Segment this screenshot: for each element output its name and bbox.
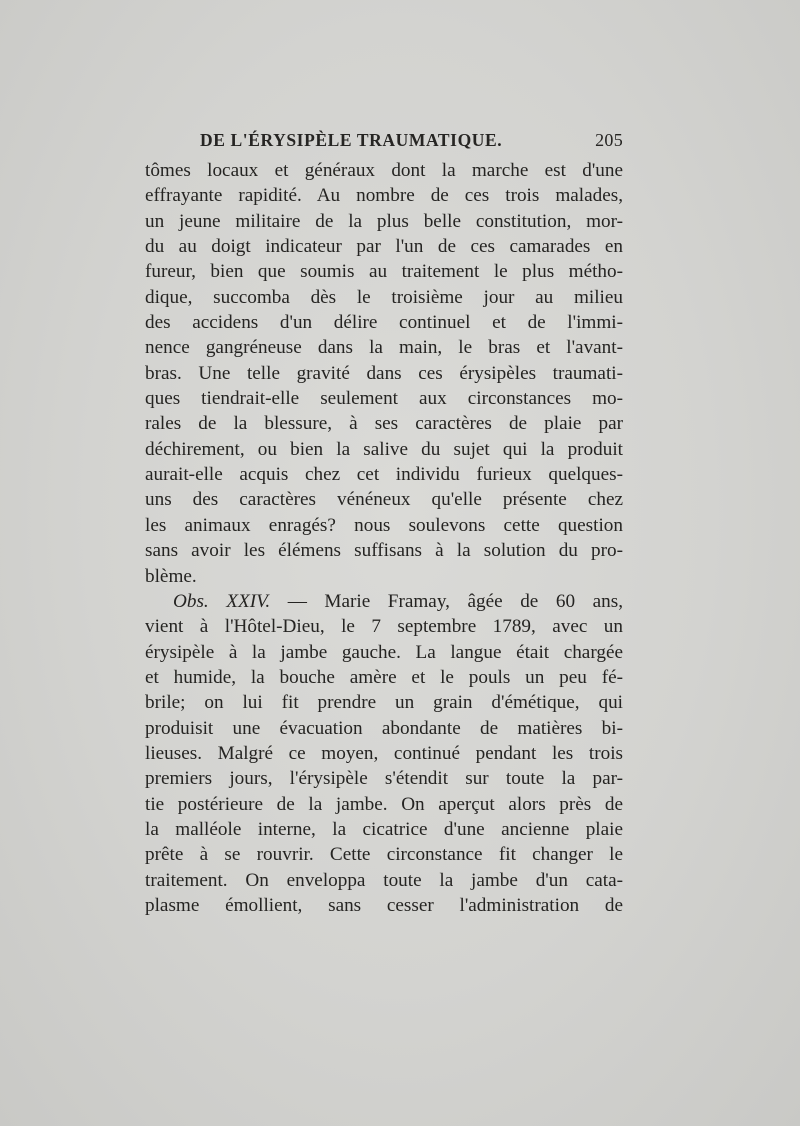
text-line: fureur, bien que soumis au traitement le plus métho- bbox=[145, 261, 623, 283]
text-line: premiers jours, l'érysipèle s'étendit sur toute la par- bbox=[145, 768, 623, 790]
text-line: nence gangréneuse dans la main, le bras et l'avant- bbox=[145, 337, 623, 359]
text-line: dique, succomba dès le troisième jour au milieu bbox=[145, 286, 623, 308]
text-line: tômes locaux et généraux dont la marche est d'une bbox=[145, 160, 623, 181]
text-line: des accidens d'un délire continuel et de l'immi- bbox=[145, 312, 623, 334]
text-line: tie postérieure de la jambe. On aperçut alors près de bbox=[145, 793, 623, 815]
running-title: DE L'ÉRYSIPÈLE TRAUMATIQUE. bbox=[200, 130, 503, 150]
observation-first-line bbox=[145, 589, 623, 614]
text-line: produisit une évacuation abondante de matières bi- bbox=[145, 717, 623, 739]
text-line: aurait-elle acquis chez cet individu furieux quelques- bbox=[145, 464, 623, 486]
text-line: ques tiendrait-elle seulement aux circonstances mo- bbox=[145, 388, 623, 410]
text-line: effrayante rapidité. Au nombre de ces trois malades, bbox=[145, 185, 623, 207]
page-header bbox=[145, 130, 623, 160]
text-line: érysipèle à la jambe gauche. La langue était chargée bbox=[145, 641, 623, 663]
text-line: brile; on lui fit prendre un grain d'émétique, qui bbox=[145, 692, 623, 714]
text-line: plasme émollient, sans cesser l'administration de bbox=[145, 894, 623, 916]
text-line: lieuses. Malgré ce moyen, continué pendant les trois bbox=[145, 742, 623, 764]
text-line: et humide, la bouche amère et le pouls un peu fé- bbox=[145, 666, 623, 688]
text-line: du au doigt indicateur par l'un de ces camarades en bbox=[145, 236, 623, 258]
text-line: bras. Une telle gravité dans ces érysipèles traumati- bbox=[145, 362, 623, 384]
text-line: uns des caractères vénéneux qu'elle présente chez bbox=[145, 489, 623, 511]
text-line: traitement. On enveloppa toute la jambe d'un cata- bbox=[145, 869, 623, 891]
body-text bbox=[145, 158, 623, 918]
text-line: déchirement, ou bien la salive du sujet qui la produit bbox=[145, 438, 623, 460]
text-line: la malléole interne, la cicatrice d'une ancienne plaie bbox=[145, 818, 623, 840]
page-number: 205 bbox=[595, 130, 623, 150]
text-line: vient à l'Hôtel-Dieu, le 7 septembre 1789, avec un bbox=[145, 616, 623, 638]
observation-first-line-text: — Marie Framay, âgée de 60 ans, bbox=[270, 590, 623, 612]
text-line: un jeune militaire de la plus belle constitution, mor- bbox=[145, 210, 623, 232]
text-line: les animaux enragés? nous soulevons cette question bbox=[145, 514, 623, 536]
text-line: sans avoir les élémens suffisans à la solution du pro- bbox=[145, 540, 623, 562]
observation-label: Obs. XXIV. bbox=[173, 590, 271, 612]
text-line: blème. bbox=[145, 565, 197, 587]
text-line: prête à se rouvrir. Cette circonstance fit changer le bbox=[145, 844, 623, 866]
text-line: rales de la blessure, à ses caractères de plaie par bbox=[145, 413, 623, 435]
